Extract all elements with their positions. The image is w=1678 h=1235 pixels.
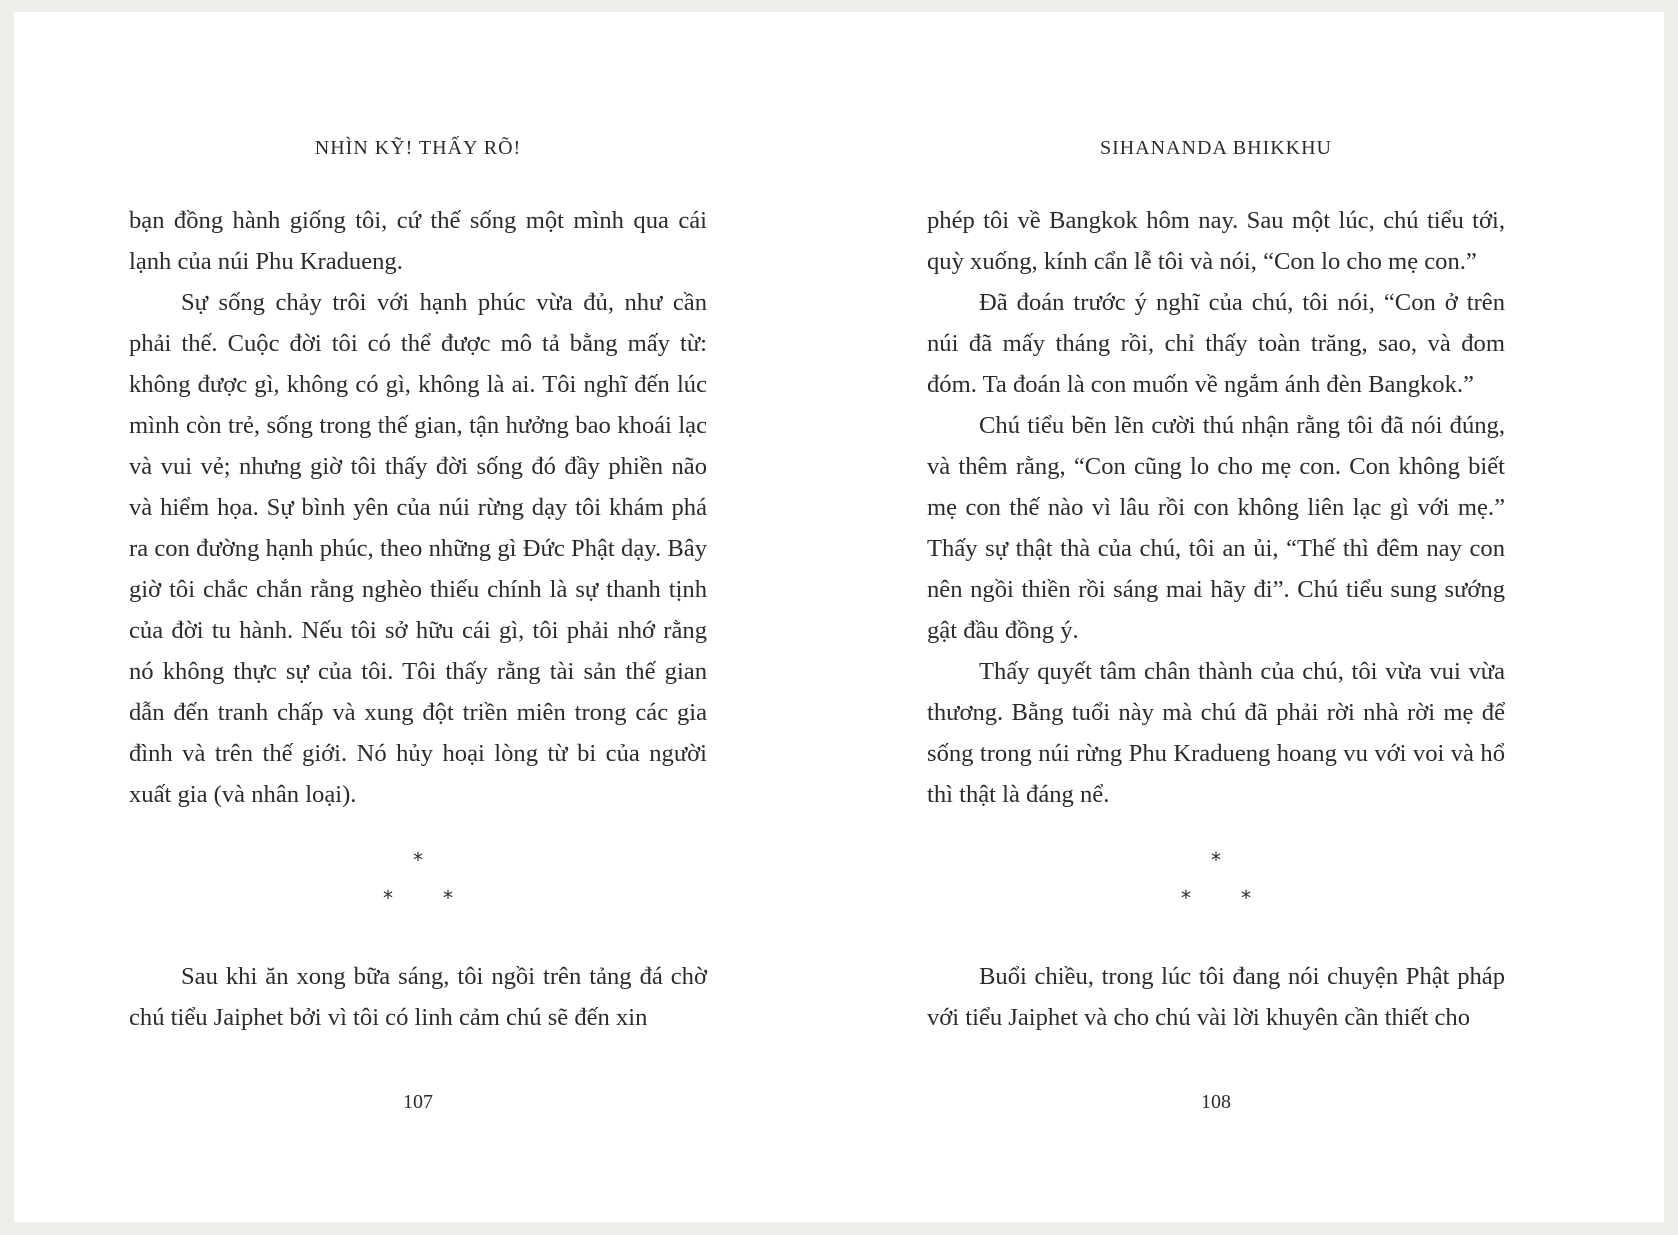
running-head-right: SIHANANDA BHIKKHU	[1100, 137, 1332, 159]
body-text-left-after-break	[129, 956, 707, 1038]
paragraph: Sau khi ăn xong bữa sáng, tôi ngồi trên tảng đá chờ chú tiểu Jaiphet bởi vì tôi có linh cảm chú sẽ đến xin	[129, 963, 707, 1031]
paragraph: Sự sống chảy trôi với hạnh phúc vừa đủ, như cần phải thế. Cuộc đời tôi có thể được mô tả bằng mấy từ: không được gì, không có gì, không là ai. Tôi nghĩ đến lúc mình còn trẻ, sống trong thế gian, tận hưởng bao khoái lạc và vui vẻ; nhưng giờ tôi thấy đời sống đó đầy phiền não và hiểm họa. Sự bình yên của núi rừng dạy tôi khám phá ra con đường hạnh phúc, theo những gì Đức Phật dạy. Bây giờ tôi chắc chắn rằng nghèo thiếu chính là sự thanh tịnh của đời tu hành. Nếu tôi sở hữu cái gì, tôi phải nhớ rằng nó không thực sự của tôi. Tôi thấy rằng tài sản thế gian dẫn đến tranh chấp và xung đột triền miên trong các gia đình và trên thế giới. Nó hủy hoại lòng từ bi của người xuất gia (và nhân loại).	[129, 289, 707, 808]
asterisk: *	[413, 848, 423, 872]
body-text-left	[129, 200, 707, 815]
right-page	[839, 12, 1664, 1222]
asterisk: *	[383, 886, 393, 910]
book-spread	[14, 12, 1664, 1222]
paragraph: bạn đồng hành giống tôi, cứ thế sống một mình qua cái lạnh của núi Phu Kradueng.	[129, 207, 707, 275]
paragraph: phép tôi về Bangkok hôm nay. Sau một lúc, chú tiểu tới, quỳ xuống, kính cẩn lễ tôi và nói, “Con lo cho mẹ con.”	[927, 207, 1505, 275]
body-text-right	[927, 200, 1505, 815]
asterisk: *	[1181, 886, 1191, 910]
page-number-right: 108	[1201, 1091, 1231, 1113]
section-break-asterism-right	[927, 850, 1505, 910]
asterisk: *	[1211, 848, 1221, 872]
paragraph: Thấy quyết tâm chân thành của chú, tôi vừa vui vừa thương. Bằng tuổi này mà chú đã phải rời nhà rời mẹ để sống trong núi rừng Phu Kradueng hoang vu với voi và hổ thì thật là đáng nể.	[927, 658, 1505, 808]
paragraph: Buổi chiều, trong lúc tôi đang nói chuyện Phật pháp với tiểu Jaiphet và cho chú vài lời khuyên cần thiết cho	[927, 963, 1505, 1031]
section-break-asterism-left	[129, 850, 707, 910]
asterisk: *	[1241, 886, 1251, 910]
running-head-left: NHÌN KỸ! THẤY RÕ!	[314, 137, 522, 159]
left-page	[14, 12, 839, 1222]
page-number-left: 107	[403, 1091, 433, 1113]
asterisk: *	[443, 886, 453, 910]
paragraph: Đã đoán trước ý nghĩ của chú, tôi nói, “Con ở trên núi đã mấy tháng rồi, chỉ thấy toàn trăng, sao, và đom đóm. Ta đoán là con muốn về ngắm ánh đèn Bangkok.”	[927, 289, 1505, 398]
body-text-right-after-break	[927, 956, 1505, 1038]
paragraph: Chú tiểu bẽn lẽn cười thú nhận rằng tôi đã nói đúng, và thêm rằng, “Con cũng lo cho mẹ con. Con không biết mẹ con thế nào vì lâu rồi con không liên lạc gì với mẹ.” Thấy sự thật thà của chú, tôi an ủi, “Thế thì đêm nay con nên ngồi thiền rồi sáng mai hãy đi”. Chú tiểu sung sướng gật đầu đồng ý.	[927, 412, 1505, 644]
